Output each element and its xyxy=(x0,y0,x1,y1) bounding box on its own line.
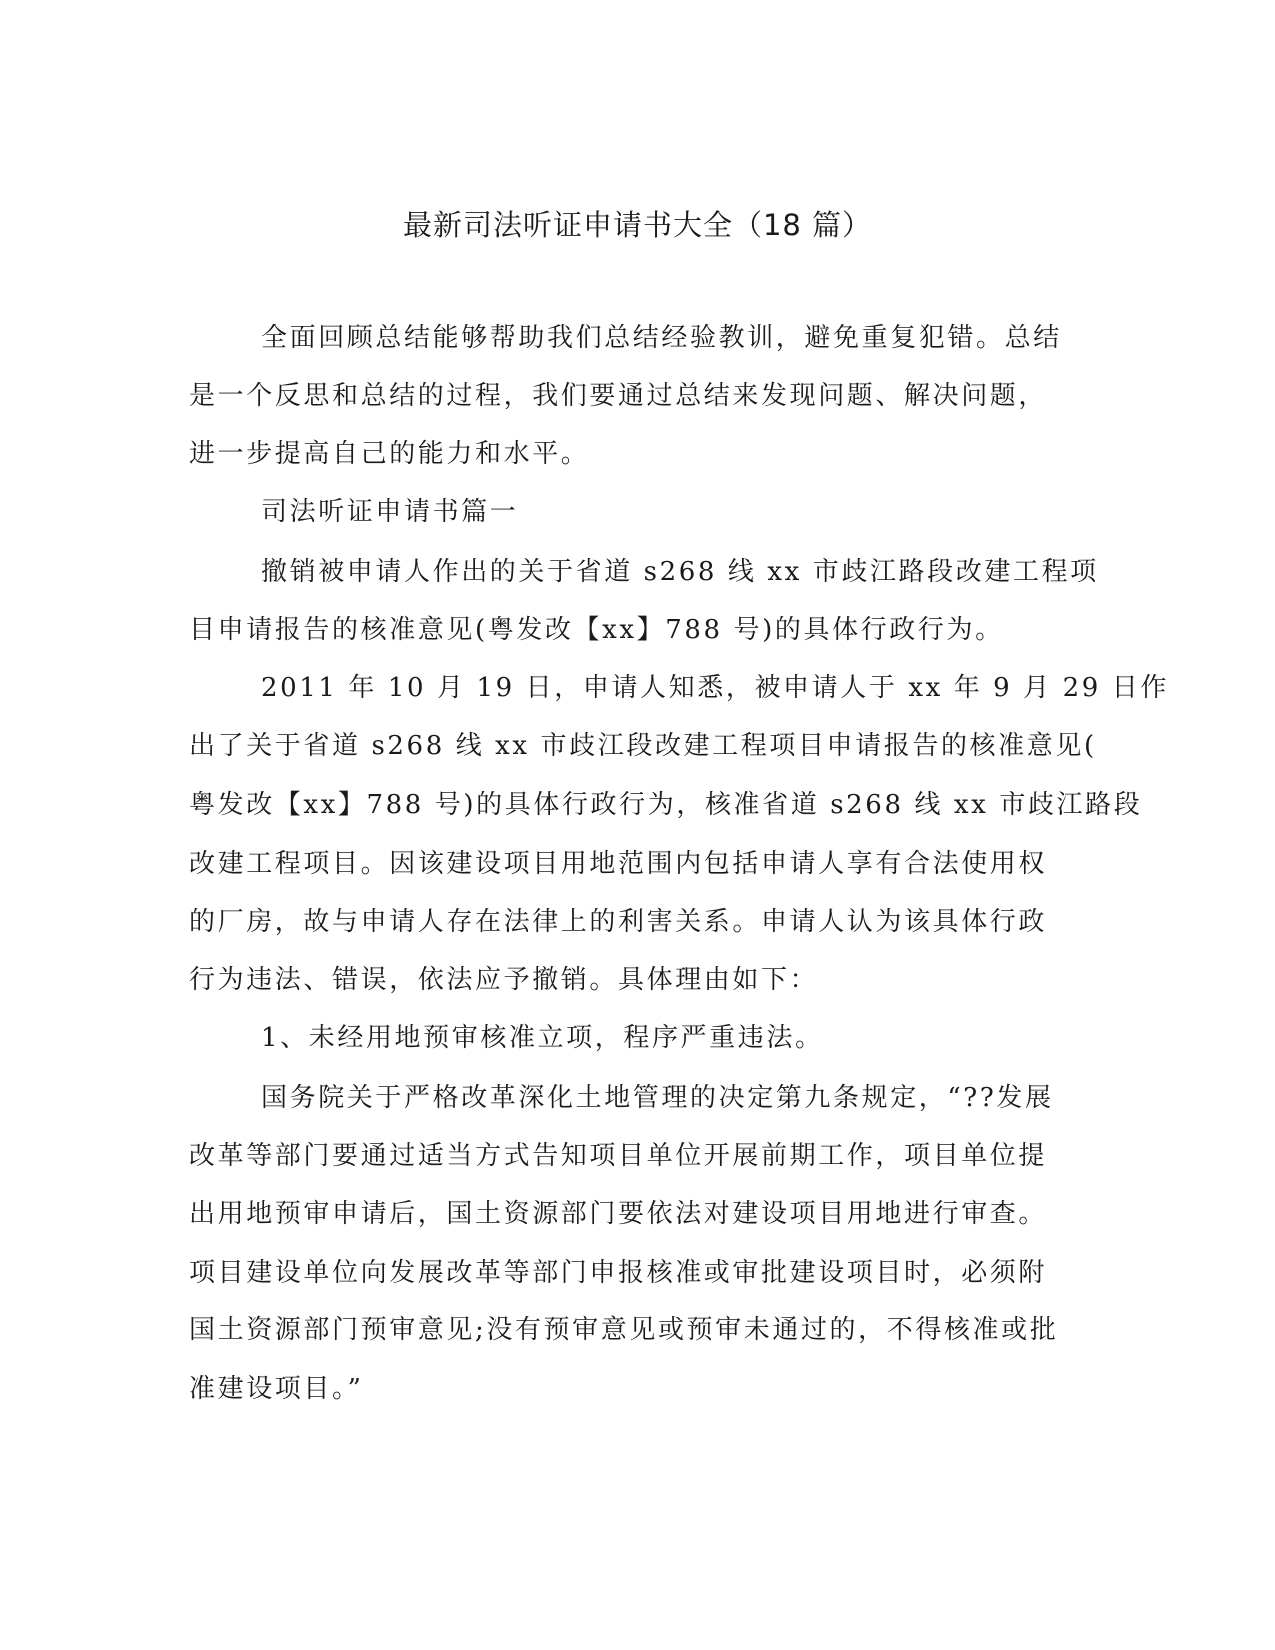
document-title: 最新司法听证申请书大全（18 篇） xyxy=(402,208,873,242)
paragraph-line: 改革等部门要通过适当方式告知项目单位开展前期工作，项目单位提 xyxy=(189,1141,1048,1171)
paragraph-line: 撤销被申请人作出的关于省道 s268 线 xx 市歧江路段改建工程项 xyxy=(261,557,1099,587)
paragraph-line: 的厂房，故与申请人存在法律上的利害关系。申请人认为该具体行政 xyxy=(189,907,1048,937)
paragraph-line: 是一个反思和总结的过程，我们要通过总结来发现问题、解决问题， xyxy=(189,381,1048,411)
paragraph-line: 行为违法、错误，依法应予撤销。具体理由如下： xyxy=(189,965,819,995)
paragraph-line: 粤发改【xx】788 号)的具体行政行为，核准省道 s268 线 xx 市歧江路段 xyxy=(189,790,1143,820)
paragraph-line: 改建工程项目。因该建设项目用地范围内包括申请人享有合法使用权 xyxy=(189,849,1048,879)
paragraph-line: 目申请报告的核准意见(粤发改【xx】788 号)的具体行政行为。 xyxy=(189,615,1004,645)
paragraph-line: 项目建设单位向发展改革等部门申报核准或审批建设项目时，必须附 xyxy=(189,1258,1048,1288)
paragraph-line: 国土资源部门预审意见;没有预审意见或预审未通过的，不得核准或批 xyxy=(189,1315,1059,1345)
section-heading: 司法听证申请书篇一 xyxy=(261,497,519,527)
paragraph-line: 出了关于省道 s268 线 xx 市歧江段改建工程项目申请报告的核准意见( xyxy=(189,731,1097,761)
paragraph-line: 全面回顾总结能够帮助我们总结经验教训，避免重复犯错。总结 xyxy=(261,323,1062,353)
paragraph-line: 2011 年 10 月 19 日，申请人知悉，被申请人于 xx 年 9 月 29 日作 xyxy=(261,673,1169,703)
paragraph-line: 国务院关于严格改革深化土地管理的决定第九条规定，“??发展 xyxy=(261,1083,1054,1113)
paragraph-line: 出用地预审申请后，国土资源部门要依法对建设项目用地进行审查。 xyxy=(189,1199,1048,1229)
paragraph-line: 准建设项目。” xyxy=(189,1374,364,1404)
paragraph-line: 进一步提高自己的能力和水平。 xyxy=(189,439,590,469)
paragraph-line: 1、未经用地预审核准立项，程序严重违法。 xyxy=(261,1023,824,1053)
